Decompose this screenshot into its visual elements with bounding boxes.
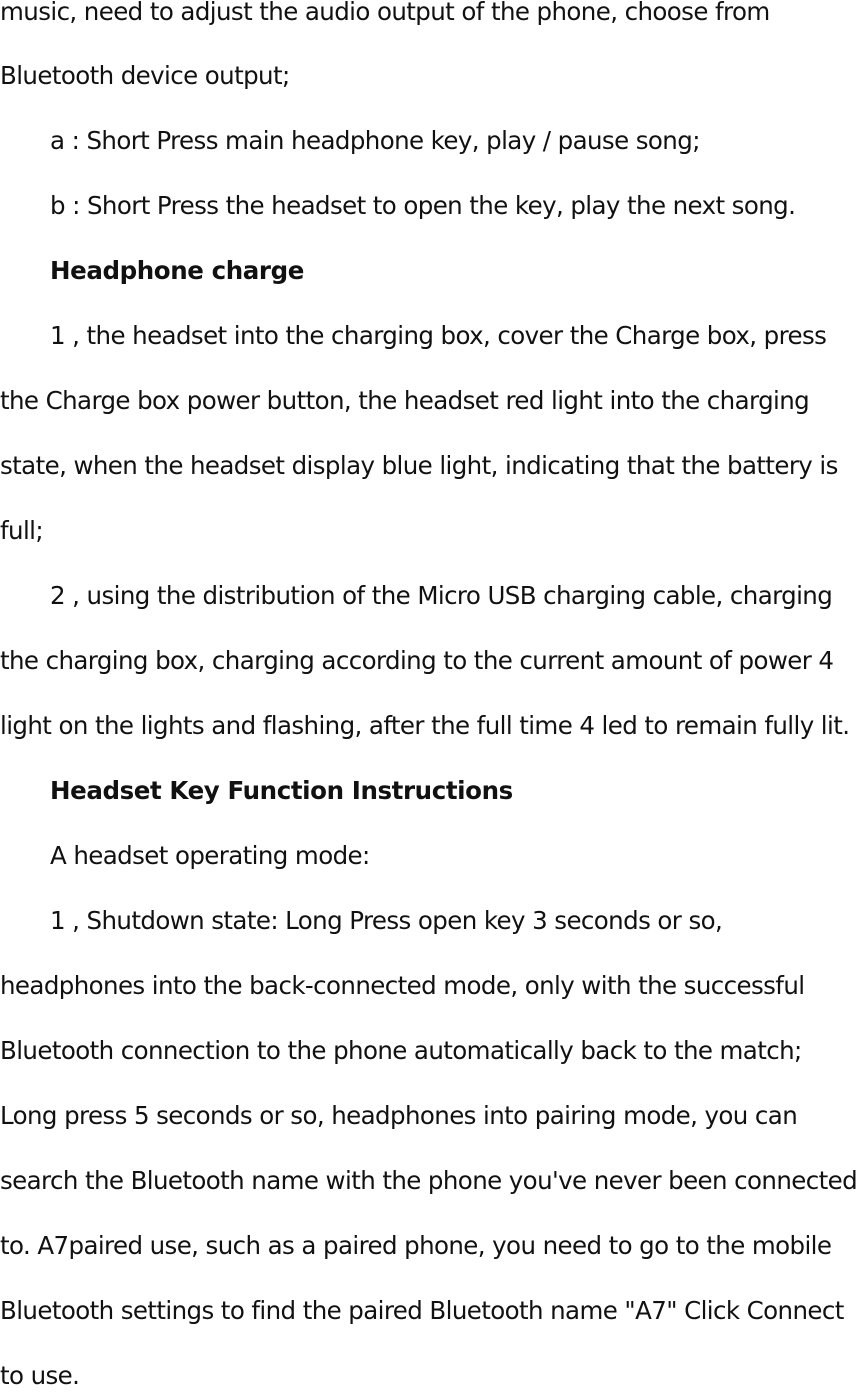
body-text-line: Bluetooth device output; bbox=[0, 61, 290, 90]
body-text-line: Long press 5 seconds or so, headphones into pairing mode, you can bbox=[0, 1101, 798, 1130]
body-text-line: to use. bbox=[0, 1361, 80, 1390]
body-text-line: Bluetooth settings to find the paired Bluetooth name "A7" Click Connect bbox=[0, 1296, 844, 1325]
body-text-line: search the Bluetooth name with the phone you've never been connected bbox=[0, 1166, 858, 1195]
body-text-line: the Charge box power button, the headset red light into the charging bbox=[0, 386, 810, 415]
body-text-line: music, need to adjust the audio output of the phone, choose from bbox=[0, 0, 770, 26]
section-heading-key-function: Headset Key Function Instructions bbox=[50, 776, 513, 805]
paragraph-shutdown-state: 1 , Shutdown state: Long Press open key 3 seconds or so, bbox=[50, 906, 723, 935]
list-item-b: b : Short Press the headset to open the key, play the next song. bbox=[50, 191, 796, 220]
body-text-line: the charging box, charging according to the current amount of power 4 bbox=[0, 646, 834, 675]
list-item-a: a : Short Press main headphone key, play / pause song; bbox=[50, 126, 700, 155]
body-text-line: Bluetooth connection to the phone automatically back to the match; bbox=[0, 1036, 802, 1065]
paragraph-charge-1: 1 , the headset into the charging box, cover the Charge box, press bbox=[50, 321, 827, 350]
body-text-line: state, when the headset display blue light, indicating that the battery is bbox=[0, 451, 838, 480]
paragraph-charge-2: 2 , using the distribution of the Micro USB charging cable, charging bbox=[50, 581, 833, 610]
subheading-operating-mode: A headset operating mode: bbox=[50, 841, 370, 870]
section-heading-headphone-charge: Headphone charge bbox=[50, 256, 304, 285]
body-text-line: headphones into the back-connected mode, only with the successful bbox=[0, 971, 805, 1000]
body-text-line: full; bbox=[0, 516, 44, 545]
body-text-line: to. A7paired use, such as a paired phone, you need to go to the mobile bbox=[0, 1231, 832, 1260]
body-text-line: light on the lights and flashing, after the full time 4 led to remain fully lit. bbox=[0, 711, 850, 740]
